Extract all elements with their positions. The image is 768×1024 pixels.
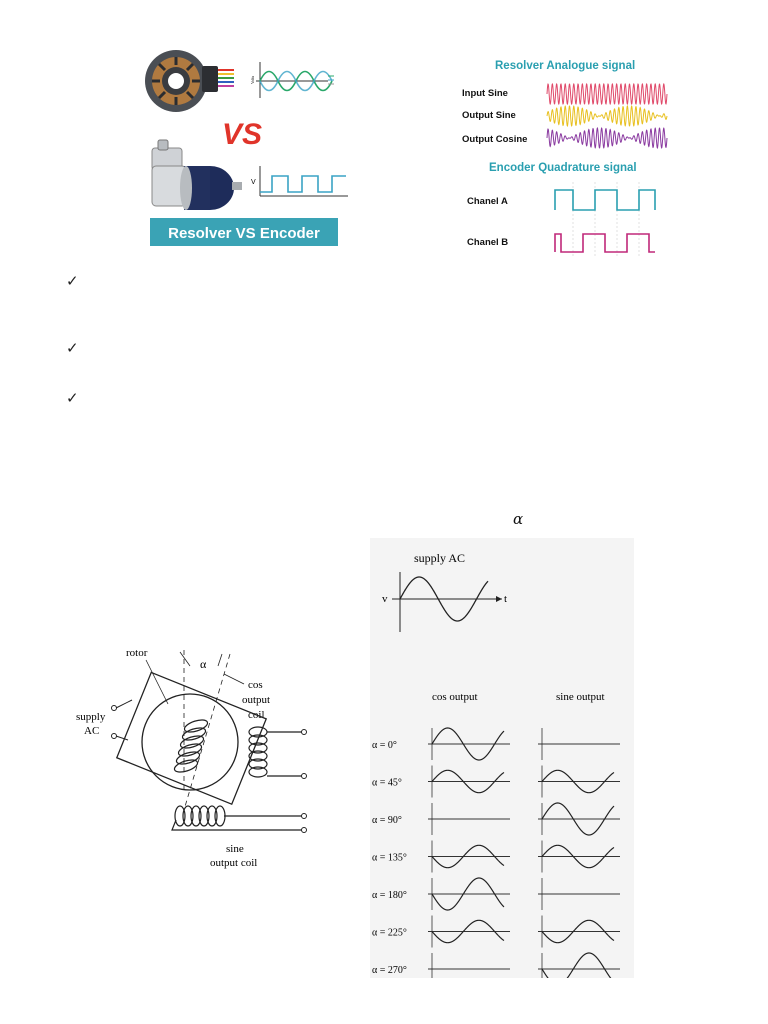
signal-comparison-figure xyxy=(455,52,670,260)
alpha-row-label: α = 270° xyxy=(372,965,407,976)
alpha-row-label: α = 225° xyxy=(372,927,407,939)
channel-b-wave xyxy=(555,234,655,252)
cos-terminal-2 xyxy=(302,774,307,779)
output-cosine-label: Output Cosine xyxy=(462,134,528,145)
supply-terminal-2 xyxy=(112,734,117,739)
output-sine-wave xyxy=(547,106,667,126)
supply-ac-label: AC xyxy=(84,725,100,737)
cos-label: cos xyxy=(248,679,263,691)
cos-leader xyxy=(224,674,244,684)
cos-terminal-1 xyxy=(302,730,307,735)
resolver-schematic-graphic xyxy=(72,640,322,876)
rotor-coil xyxy=(173,718,209,775)
resolver-waveform-panel xyxy=(370,538,634,978)
alpha-angle-label: α xyxy=(200,657,207,671)
resolver-vs-encoder-graphic xyxy=(138,48,350,250)
resolver-schematic xyxy=(72,640,322,876)
sine-terminal-1 xyxy=(302,814,307,819)
bullet-check-1: ✓ xyxy=(66,272,79,290)
encoder-signal-title: Encoder Quadrature signal xyxy=(489,162,637,174)
supply-terminal-1 xyxy=(112,706,117,711)
sine-terminal-2 xyxy=(302,828,307,833)
supply-ac-title: supply AC xyxy=(414,551,466,565)
rotor-leader xyxy=(146,660,168,704)
output-cosine-wave xyxy=(547,128,667,148)
resolver-signal-title: Resolver Analogue signal xyxy=(495,60,636,72)
cos-output-coil xyxy=(249,727,302,777)
resolver-stator-image xyxy=(145,50,234,112)
resolver-vs-encoder-figure xyxy=(138,48,350,250)
alpha-row-label: α = 180° xyxy=(372,890,407,901)
mini-square-chart xyxy=(251,166,348,196)
supply-t-label: t xyxy=(504,593,508,605)
input-sine-label: Input Sine xyxy=(462,88,508,99)
rotor-label: rotor xyxy=(126,647,148,659)
input-sine-wave xyxy=(547,84,667,104)
alpha-row-label: α = 90° xyxy=(372,815,402,826)
output-sine-label: Output Sine xyxy=(462,110,516,121)
waveform-background xyxy=(370,538,634,978)
stator-circle xyxy=(142,694,238,790)
bullet-check-3: ✓ xyxy=(66,389,79,407)
channel-b-label: Chanel B xyxy=(467,237,509,248)
supply-v-label: v xyxy=(382,593,388,605)
cos-coil-label: coil xyxy=(248,709,265,721)
sine-output-header: sine output xyxy=(556,691,605,703)
vs-text: VS xyxy=(222,118,263,151)
cos-output-header: cos output xyxy=(432,691,478,703)
mini-sine-chart xyxy=(250,62,334,98)
alpha-symbol: α xyxy=(513,510,524,528)
cos-output-label: output xyxy=(242,694,271,706)
mini-sine-axis-label: Volts xyxy=(250,75,255,84)
supply-label: supply xyxy=(76,711,106,723)
sine-output-coil-label: output coil xyxy=(210,857,258,869)
alpha-row-label: α = 45° xyxy=(372,777,402,789)
sine-output-coil xyxy=(172,806,302,830)
alpha-row-label: α = 135° xyxy=(372,852,407,864)
bullet-check-2: ✓ xyxy=(66,339,79,357)
sine-label: sine xyxy=(226,843,244,855)
channel-a-wave xyxy=(555,190,655,210)
mini-square-axis-label: V xyxy=(251,179,256,186)
alpha-row-label: α = 0° xyxy=(372,740,397,751)
banner-text: Resolver VS Encoder xyxy=(168,225,320,242)
channel-a-label: Chanel A xyxy=(467,196,508,207)
signal-comparison-graphic xyxy=(455,52,670,260)
waveform-graphic xyxy=(370,538,634,978)
